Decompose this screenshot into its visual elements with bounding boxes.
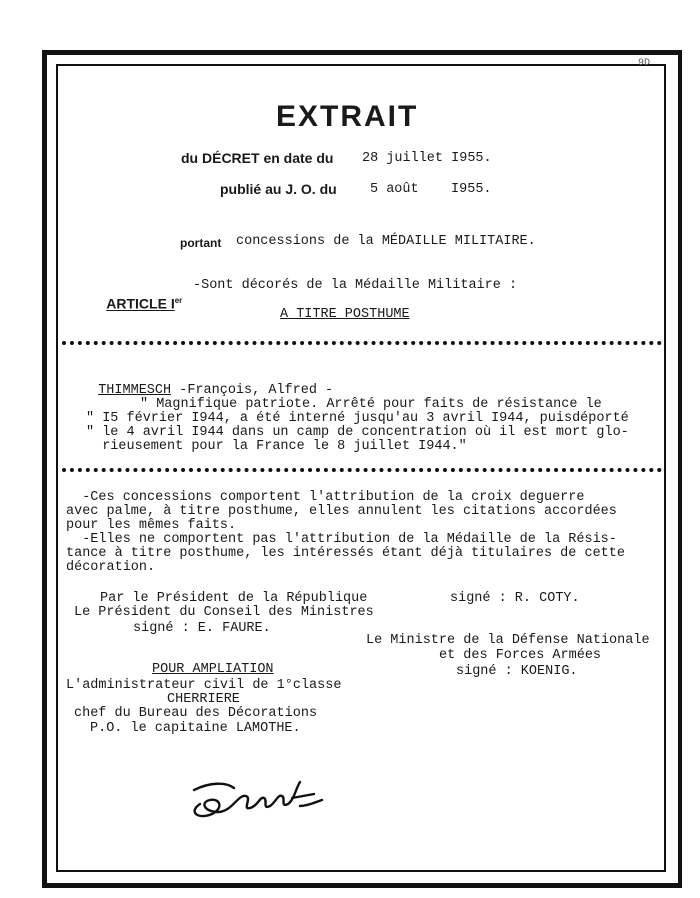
dotted-separator-top xyxy=(62,341,662,345)
article-label xyxy=(99,277,182,312)
publie-date: 5 août I955. xyxy=(370,182,492,197)
portant-text: concessions de la MÉDAILLE MILITAIRE. xyxy=(236,234,536,249)
recipient-firstnames: -François, Alfred - xyxy=(171,383,334,398)
article-label-text: ARTICLE I xyxy=(106,295,175,312)
publie-label: publié au J. O. du xyxy=(220,181,337,197)
citation-line-1: " Magnifique patriote. Arrêté pour faits de résistance le xyxy=(140,397,602,412)
citation-line-2: " I5 février I944, a été interné jusqu'au 3 avril I944, puisdéporté xyxy=(86,411,629,426)
dotted-separator-bottom xyxy=(62,468,662,472)
defense-signed: signé : KOENIG. xyxy=(456,664,578,679)
concessions-line-3: pour les mêmes faits. xyxy=(66,518,237,533)
ampliation-line-1: L'administrateur civil de 1°classe xyxy=(66,678,342,693)
citation-line-3: " le 4 avril I944 dans un camp de concentration où il est mort glo- xyxy=(86,425,629,440)
defense-line-2: et des Forces Armées xyxy=(439,648,602,663)
concessions-line-2: avec palme, à titre posthume, elles annulent les citations accordées xyxy=(66,504,617,519)
president-signed: signé : R. COTY. xyxy=(450,591,580,606)
conseil-signed: signé : E. FAURE. xyxy=(133,621,271,636)
posthume-subtitle: A TITRE POSTHUME xyxy=(280,307,410,322)
concessions-line-1: -Ces concessions comportent l'attribution de la croix deguerre xyxy=(66,490,585,505)
ampliation-line-2: CHERRIERE xyxy=(167,692,240,707)
citation-name xyxy=(82,367,333,399)
citation-line-4: rieusement pour la France le 8 juillet I944." xyxy=(86,439,467,454)
concessions-line-6: décoration. xyxy=(66,560,156,575)
article-label-sup: er xyxy=(174,296,183,305)
ampliation-line-3: chef du Bureau des Décorations xyxy=(74,706,318,721)
recipient-name: THIMMESCH xyxy=(98,383,172,398)
defense-line-1: Le Ministre de la Défense Nationale xyxy=(366,633,650,648)
concessions-line-5: tance à titre posthume, les intéressés étant déjà titulaires de cette xyxy=(66,546,625,561)
document-title: EXTRAIT xyxy=(276,100,419,133)
president-label: Par le Président de la République xyxy=(100,591,368,606)
article-text: -Sont décorés de la Médaille Militaire : xyxy=(193,278,518,293)
portant-label: portant xyxy=(180,236,222,250)
ampliation-title: POUR AMPLIATION xyxy=(152,662,274,677)
corner-mark: 9D xyxy=(638,58,651,69)
decret-date: 28 juillet I955. xyxy=(362,151,492,166)
concessions-line-4: -Elles ne comportent pas l'attribution de la Médaille de la Résis- xyxy=(66,532,617,547)
conseil-label: Le Président du Conseil des Ministres xyxy=(74,605,374,620)
ampliation-line-4: P.O. le capitaine LAMOTHE. xyxy=(90,721,301,736)
handwritten-signature xyxy=(180,768,330,828)
decret-label: du DÉCRET en date du xyxy=(181,150,334,166)
